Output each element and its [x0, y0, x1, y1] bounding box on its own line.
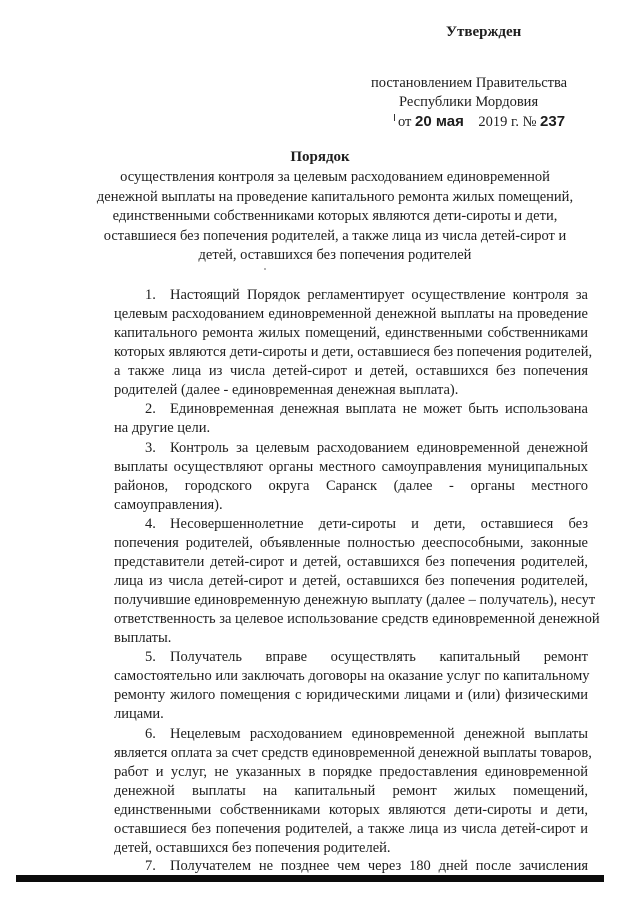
- paragraph-number: 6.: [145, 726, 156, 742]
- paragraph-text: Получатель вправе осуществлять капитальный ремонт: [170, 649, 588, 665]
- paragraph-6-line-1: [145, 726, 588, 743]
- handwritten-tick-mark: [394, 114, 395, 121]
- approval-line-government: постановлением Правительства: [371, 75, 568, 91]
- handwritten-day-month: 20 мая: [415, 113, 464, 130]
- paragraph-7-line-1: [145, 858, 588, 875]
- paragraph-line: родителей (далее - единовременная денежная выплата).: [114, 382, 459, 398]
- scan-edge-bar: [16, 875, 604, 882]
- scan-speck: [264, 268, 266, 270]
- year: 2019 г.: [478, 114, 519, 130]
- subtitle-line: единственными собственниками которых являются дети-сироты и дети,: [112, 208, 558, 225]
- paragraph-line: попечения родителей, объявленные полностью дееспособными, законные: [114, 535, 588, 551]
- paragraph-number: 1.: [145, 287, 156, 303]
- paragraph-line: выплаты.: [114, 630, 172, 646]
- paragraph-number: 4.: [145, 516, 156, 532]
- paragraph-line: лицами.: [114, 706, 164, 722]
- paragraph-line: единственными собственниками которых являются дети-сироты и дети,: [114, 802, 588, 818]
- paragraph-number: 3.: [145, 440, 156, 456]
- paragraph-line: а также лица из числа детей-сирот и детей, оставшихся без попечения: [114, 363, 588, 379]
- paragraph-number: 5.: [145, 649, 156, 665]
- paragraph-line: капитального ремонта жилых помещений, единственными собственниками: [114, 325, 588, 341]
- paragraph-line: которых являются дети-сироты и дети, оставшиеся без попечения родителей,: [114, 344, 593, 360]
- paragraph-line: на другие цели.: [114, 420, 211, 436]
- date-prefix: от: [398, 114, 412, 130]
- paragraph-line: ремонту жилого помещения с юридическими лицами и (или) физическими: [114, 687, 588, 703]
- paragraph-number: 7.: [145, 858, 156, 874]
- paragraph-line: самоуправления).: [114, 497, 223, 513]
- paragraph-line: районов, городского округа Саранск (далее - органы местного: [114, 478, 588, 494]
- paragraph-line: получившие единовременную денежную выплату (далее – получатель), несут: [114, 592, 596, 608]
- approval-date-line: [398, 113, 565, 131]
- paragraph-text: Настоящий Порядок регламентирует осуществление контроля за: [170, 287, 588, 303]
- approval-line-republic: Республики Мордовия: [399, 94, 539, 110]
- subtitle-line: детей, оставшихся без попечения родителей: [198, 247, 472, 264]
- paragraph-text: Единовременная денежная выплата не может быть использована: [170, 401, 588, 417]
- subtitle-line: денежной выплаты на проведение капитального ремонта жилых помещений,: [96, 188, 574, 205]
- paragraph-line: самостоятельно или заключать договоры на оказание услуг по капитальному: [114, 668, 590, 684]
- paragraph-line: целевым расходованием единовременной денежной выплаты на проведение: [114, 306, 588, 322]
- paragraph-1-line-1: [145, 287, 588, 304]
- document-subtitle: [70, 168, 600, 266]
- document-title: Порядок: [290, 149, 350, 165]
- subtitle-line: оставшиеся без попечения родителей, а также лица из числа детей-сирот и: [103, 227, 567, 244]
- paragraph-line: представители детей-сирот и детей, оставшихся без попечения родителей,: [114, 554, 588, 570]
- paragraph-line: является оплата за счет средств единовременной денежной выплаты товаров,: [114, 745, 592, 761]
- paragraph-2-line-1: [145, 401, 588, 418]
- paragraph-line: детей, оставшихся без попечения родителей.: [114, 840, 391, 856]
- paragraph-text: Контроль за целевым расходованием единовременной денежной: [170, 440, 588, 456]
- handwritten-number: 237: [540, 113, 566, 130]
- number-sign: №: [522, 114, 537, 130]
- paragraph-text: Нецелевым расходованием единовременной денежной выплаты: [170, 726, 588, 742]
- paragraph-line: ответственность за целевое использование средств единовременной денежной: [114, 611, 600, 627]
- paragraph-line: выплаты осуществляют органы местного самоуправления муниципальных: [114, 459, 588, 475]
- paragraph-4-line-1: [145, 516, 588, 533]
- paragraph-5-line-1: [145, 649, 588, 666]
- paragraph-line: работ и услуг, не указанных в порядке предоставления единовременной: [114, 764, 588, 780]
- paragraph-text: Несовершеннолетние дети-сироты и дети, оставшиеся без: [170, 516, 588, 532]
- paragraph-line: денежной выплаты на капитальный ремонт жилых помещений,: [114, 783, 588, 799]
- paragraph-number: 2.: [145, 401, 156, 417]
- approval-title: Утвержден: [446, 24, 522, 40]
- paragraph-text: Получателем не позднее чем через 180 дней после зачисления: [170, 858, 588, 874]
- paragraph-line: лица из числа детей-сирот и детей, оставшихся без попечения родителей,: [114, 573, 588, 589]
- paragraph-3-line-1: [145, 440, 588, 457]
- subtitle-line: осуществления контроля за целевым расходованием единовременной: [120, 169, 550, 185]
- paragraph-line: оставшиеся без попечения родителей, а также лица из числа детей-сирот и: [114, 821, 588, 837]
